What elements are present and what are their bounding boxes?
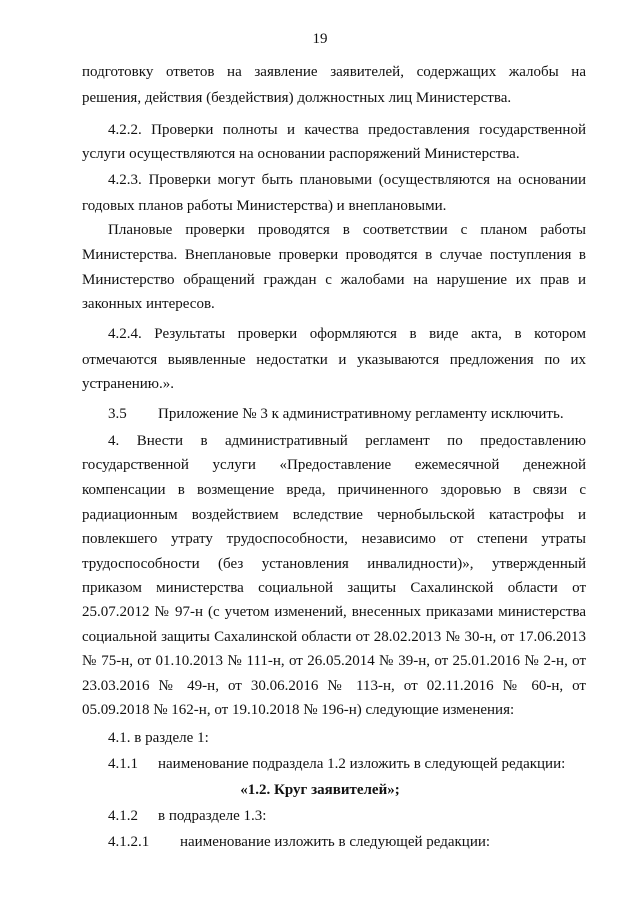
text-line: Министерства. Внеплановые проверки проводятся в случае поступления в bbox=[82, 247, 586, 263]
clause-number: 4.1.1 bbox=[108, 756, 138, 772]
text-line: услуги осуществляются на основании распоряжений Министерства. bbox=[82, 146, 520, 162]
text-line: подготовку ответов на заявление заявителей, содержащих жалобы на bbox=[82, 64, 586, 80]
text-line: приказом министерства социальной защиты Сахалинской области от bbox=[82, 580, 586, 596]
clause-number: 4.1.2.1 bbox=[108, 834, 150, 850]
section-heading: «1.2. Круг заявителей»; bbox=[240, 782, 400, 798]
numbered-line bbox=[108, 806, 586, 826]
text-line: государственной услуги «Предоставление ежемесячной денежной bbox=[82, 457, 586, 473]
text-line: 23.03.2016 № 49-н, от 30.06.2016 № 113-н, от 02.11.2016 № 60-н, от bbox=[82, 678, 586, 694]
text-line: законных интересов. bbox=[82, 296, 215, 312]
text-line: годовых планов работы Министерства) и внеплановыми. bbox=[82, 198, 447, 214]
numbered-line bbox=[108, 832, 586, 852]
clause-number: 4.1.2 bbox=[108, 808, 138, 824]
text-line: 4.2.4. Результаты проверки оформляются в виде акта, в котором bbox=[108, 326, 586, 342]
text-line: социальной защиты Сахалинской области от 28.02.2013 № 30-н, от 17.06.2013 bbox=[82, 629, 586, 645]
text-line: повлекшего утрату трудоспособности, независимо от степени утраты bbox=[82, 531, 586, 547]
text-line: решения, действия (бездействия) должностных лиц Министерства. bbox=[82, 90, 512, 106]
clause-text: Приложение № 3 к административному регламенту исключить. bbox=[158, 406, 564, 422]
text-line: 4. Внести в административный регламент по предоставлению bbox=[108, 433, 586, 449]
text-line: № 75-н, от 01.10.2013 № 111-н, от 26.05.2014 № 39-н, от 25.01.2016 № 2-н, от bbox=[82, 653, 586, 669]
text-line: 4.2.2. Проверки полноты и качества предоставления государственной bbox=[108, 122, 586, 138]
text-line: 25.07.2012 № 97-н (с учетом изменений, внесенных приказами министерства bbox=[82, 604, 586, 620]
clause-text: наименование подраздела 1.2 изложить в следующей редакции: bbox=[158, 756, 566, 772]
text-line: устранению.». bbox=[82, 376, 174, 392]
clause-text: наименование изложить в следующей редакции: bbox=[180, 834, 491, 850]
numbered-line bbox=[108, 404, 586, 424]
text-line: 4.2.3. Проверки могут быть плановыми (осуществляются на основании bbox=[108, 172, 586, 188]
clause-number: 3.5 bbox=[108, 406, 127, 422]
text-line: 4.1. в разделе 1: bbox=[108, 730, 209, 746]
text-line: отмечаются выявленные недостатки и указываются предложения по их bbox=[82, 352, 586, 368]
text-line: радиационным воздействием вследствие чернобыльской катастрофы и bbox=[82, 507, 586, 523]
clause-text: в подразделе 1.3: bbox=[158, 808, 267, 824]
text-line: компенсации в возмещение вреда, причиненного здоровью в связи с bbox=[82, 482, 586, 498]
text-line: трудоспособности (без установления инвалидности)», утвержденный bbox=[82, 556, 586, 572]
text-line: Плановые проверки проводятся в соответствии с планом работы bbox=[108, 222, 586, 238]
text-line: 05.09.2018 № 162-н, от 19.10.2018 № 196-н) следующие изменения: bbox=[82, 702, 515, 718]
numbered-line bbox=[108, 754, 586, 774]
text-line: Министерство обращений граждан с жалобами на нарушение их прав и bbox=[82, 272, 586, 288]
page-number: 19 bbox=[312, 31, 328, 47]
